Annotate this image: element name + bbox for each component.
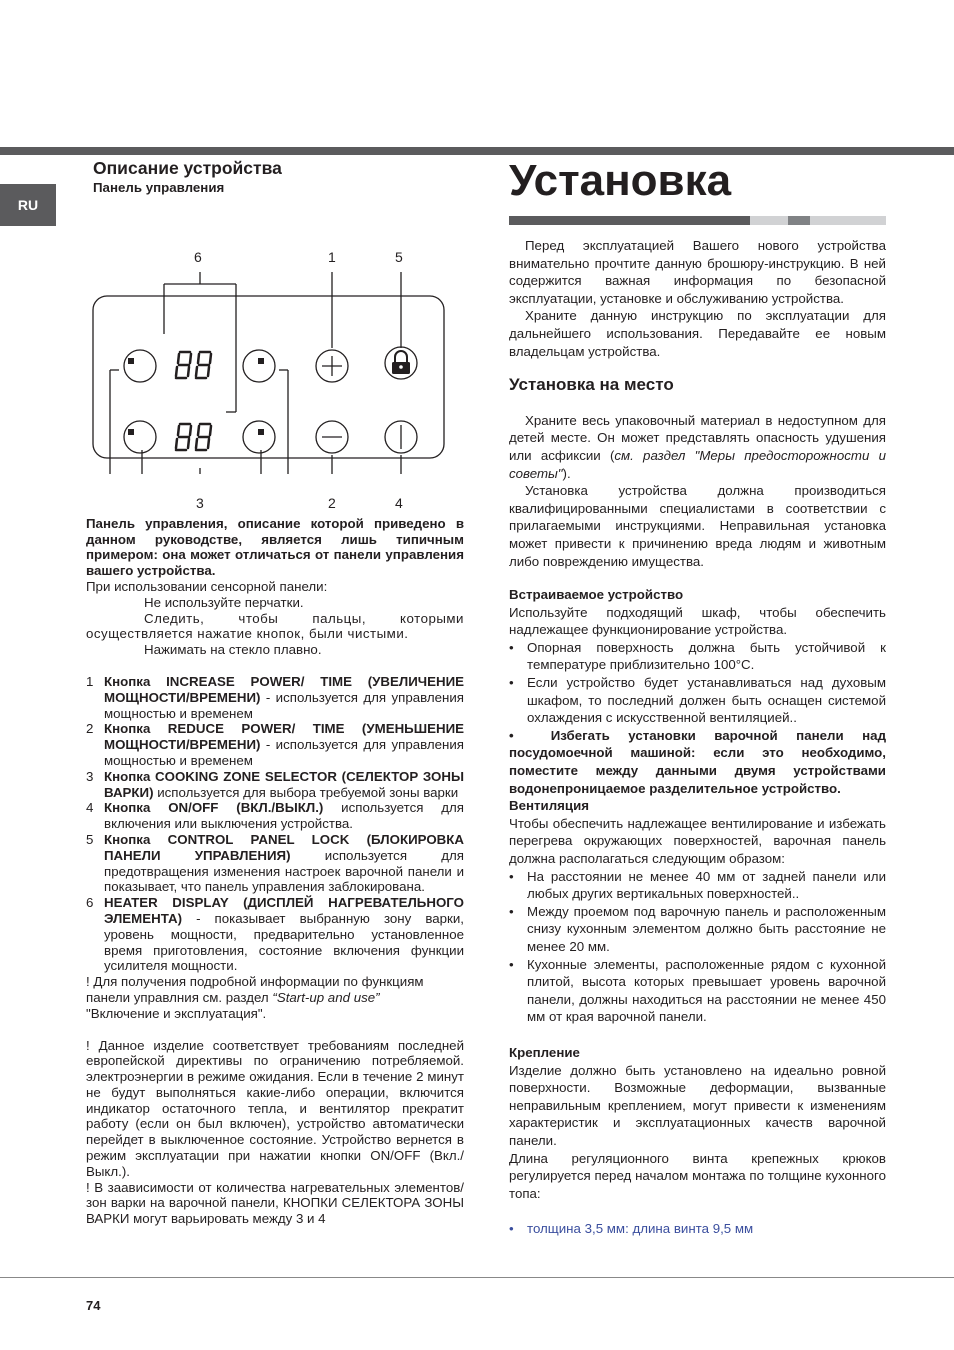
- intro-paragraph: Храните данную инструкцию по эксплуатации для дальнейшего использования. Передавайте ее новым владельцам устройства.: [509, 308, 886, 359]
- panel-note: Панель управления, описание которой приведено в данном руководстве, является лишь типичным примером: она может отличаться от панели управления вашего устройства.: [86, 515, 464, 579]
- list-item: • На расстоянии не менее 40 мм от задней панели или любых других вертикальных поверхностей..: [509, 868, 886, 903]
- usage-item: Нажимать на стекло плавно.: [144, 642, 322, 658]
- button-list: [86, 674, 464, 974]
- usage-item: Следить, чтобы пальцы, которыми осуществляется нажатие кнопок, были чистыми.: [86, 610, 464, 642]
- fix-paragraph: Изделие должно быть установлено на идеально ровной поверхности. Возможные деформации, вызванные неправильным креплением, могут привести к изменениям характеристик и эксплуатационных качеств варочной панели.: [509, 1062, 886, 1148]
- left-column: [86, 158, 464, 1227]
- panel-outline: [93, 296, 444, 458]
- section-subheading: Панель управления: [93, 180, 225, 195]
- builtin-warning: • Избегать установки варочной панели над посудомоечной машиной: если это необходимо, поместите между данными двумя устройствами водонепроницаемое разделительное устройство.: [509, 727, 887, 796]
- builtin-heading: Встраиваемое устройство: [509, 587, 684, 603]
- info-note-2: ! Данное изделие соответствует требованиям последней европейской директивы по ограничению потребляемой. электроэнергии в режиме ожидания. Если в течение 2 минут не будут выполняться какие-либо операции, включится индикатор остаточного тепла, и вентилятор прекратит работу (если он был включен), устройство автоматически перейдет в выключенное состояние. Устройство вернется в режим эксплуатации при нажатии кнопки ON/OFF (Вкл./Выкл.).: [86, 1037, 464, 1179]
- vent-paragraph: Чтобы обеспечить надлежащее вентилирование и избежать перегрева окружающих поверхностей, варочная панель должна располагаться следующим образом:: [509, 815, 886, 866]
- zone-selector-top-right: [243, 350, 275, 382]
- diagram-label-2: 2: [328, 494, 336, 511]
- list-item: 2 Кнопка REDUCE POWER/ TIME (УМЕНЬШЕНИЕ МОЩНОСТИ/ВРЕМЕНИ) - используется для управления мощностью и временем: [86, 721, 464, 768]
- fix-list: [509, 1220, 886, 1238]
- install-heading: Установка на место: [509, 375, 674, 395]
- diagram-label-4: 4: [395, 494, 403, 511]
- install-paragraph: Храните весь упаковочный материал в недоступном для детей месте. Он может представлять опасность удушения или асфиксии (см. раздел "Меры предосторожности и советы").: [509, 412, 886, 481]
- zone-selector-top-left: [124, 350, 156, 382]
- list-item: 4 Кнопка ON/OFF (ВКЛ./ВЫКЛ.) используется для включения или выключения устройства.: [86, 800, 464, 832]
- section-heading: Описание устройства: [93, 158, 282, 178]
- list-item: 1 Кнопка INCREASE POWER/ TIME (УВЕЛИЧЕНИЕ МОЩНОСТИ/ВРЕМЕНИ) - используется для управления мощностью и временем: [86, 673, 464, 721]
- fix-heading: Крепление: [509, 1044, 580, 1060]
- list-item: • Между проемом под варочную панель и расположенным снизу кухонным элементом должно быть расстояние не менее 20 мм.: [509, 903, 886, 956]
- list-item: 3 Кнопка COOKING ZONE SELECTOR (СЕЛЕКТОР ЗОНЫ ВАРКИ) используется для выбора требуемой зоны варки: [86, 768, 464, 800]
- usage-item: Не используйте перчатки.: [144, 594, 304, 610]
- zone-selector-bottom-right: [243, 421, 275, 453]
- builtin-paragraph: Используйте подходящий шкаф, чтобы обеспечить надлежащее функционирование устройства.: [509, 604, 886, 638]
- display-bottom: [176, 424, 211, 450]
- diagram-label-3: 3: [196, 494, 204, 511]
- zone-selector-bottom-left: [124, 421, 156, 453]
- list-item: 6 HEATER DISPLAY (ДИСПЛЕЙ НАГРЕВАТЕЛЬНОГО ЭЛЕМЕНТА) - показывает выбранную зону варки, уровень мощности, предварительно установленное время приготовления, состояние включения функции усилителя мощности.: [86, 895, 464, 974]
- list-item: • Опорная поверхность должна быть устойчивой к температуре приблизительно 100°C.: [509, 639, 886, 674]
- install-paragraph: Установка устройства должна производиться квалифицированными специалистами в соответствии с прилагаемыми инструкциями. Неправильная установка может привести к причинению вреда людям и животным либо повреждению имущества.: [509, 483, 886, 569]
- builtin-list: [509, 639, 886, 727]
- list-item: • толщина 3,5 мм: длина винта 9,5 мм: [509, 1220, 886, 1238]
- top-bar: [0, 147, 954, 155]
- right-column: [509, 158, 886, 1238]
- info-note-1: ! Для получения подробной информации по функциям панели управлния см. раздел “Start-up and use” "Включение и эксплуатация".: [86, 974, 424, 1021]
- page-title: Установка: [509, 156, 732, 205]
- control-panel-diagram: [86, 212, 464, 511]
- vent-list: [509, 868, 886, 1026]
- fix-paragraph: Длина регуляционного винта крепежных крюков регулируется перед началом монтажа по толщине кухонного топа:: [509, 1150, 886, 1201]
- diagram-label-6: 6: [194, 248, 202, 265]
- info-note-3: ! В заависимости от количества нагревательных элементов/зон варки на варочной панели, КНОПКИ СЕЛЕКТОРА ЗОНЫ ВАРКИ могут варьировать между 3 и 4: [86, 1179, 464, 1227]
- diagram-label-1: 1: [328, 248, 336, 265]
- list-item: • Если устройство будет устанавливаться над духовым шкафом, то последний должен быть оснащен системой охлаждения с искусственной вентиляцией..: [509, 674, 886, 727]
- bottom-rule: [0, 1277, 954, 1278]
- title-bar: [509, 216, 886, 225]
- vent-heading: Вентиляция: [509, 798, 590, 814]
- list-item: • Кухонные элементы, расположенные рядом с кухонной плитой, высота которых превышает уровень варочной панели, должны находиться на расстоянии не менее 450 мм от края варочной панели.: [509, 956, 886, 1026]
- diagram-label-5: 5: [395, 248, 403, 265]
- usage-intro: При использовании сенсорной панели:: [86, 578, 328, 594]
- display-top: [176, 352, 211, 378]
- list-item: 5 Кнопка CONTROL PANEL LOCK (БЛОКИРОВКА ПАНЕЛИ УПРАВЛЕНИЯ) используется для предотвращения изменения настроек варочной панели и показывает, что панель управления заблокирована.: [86, 831, 464, 895]
- intro-paragraph: Перед эксплуатацией Вашего нового устройства внимательно прочтите данную брошюру-инструкцию. В ней содержится важная информация по безопасной эксплуатации, установке и обслуживанию устройства.: [509, 238, 886, 306]
- language-tab: RU: [0, 184, 56, 226]
- page-number: 74: [86, 1298, 101, 1313]
- control-panel-drawing: [86, 212, 464, 474]
